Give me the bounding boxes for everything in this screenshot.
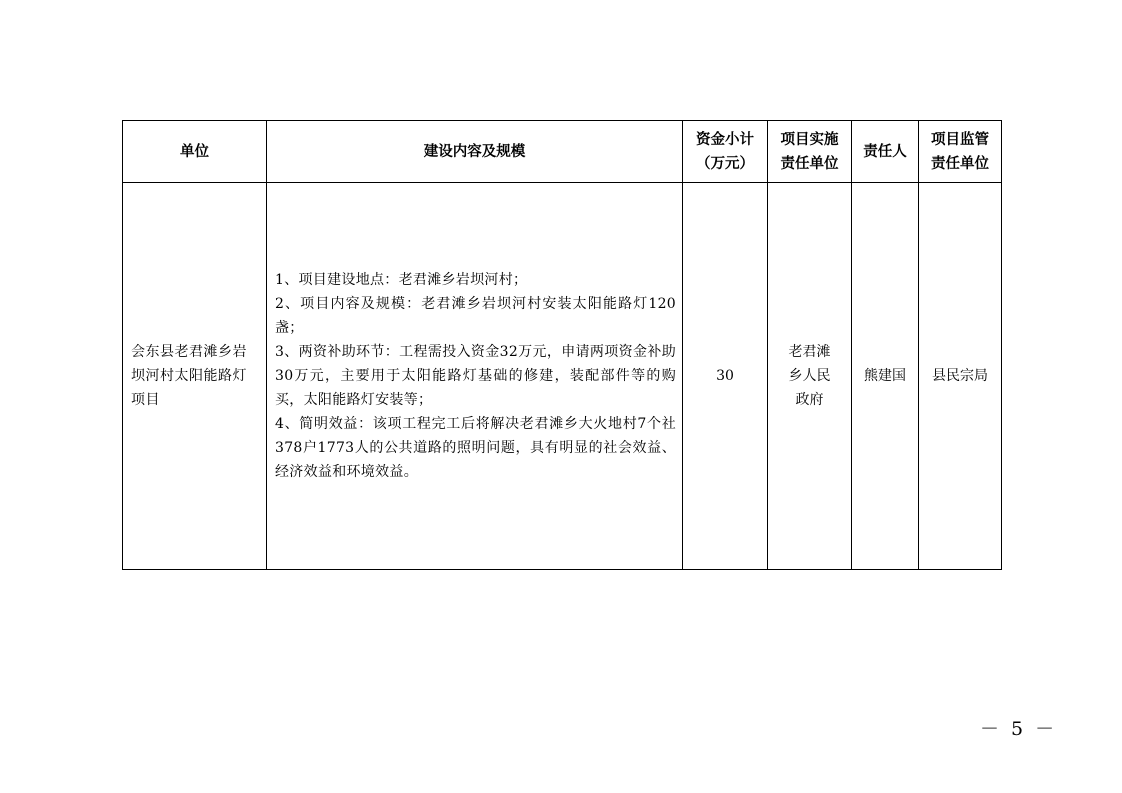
header-person-label: 责任人 (863, 142, 907, 160)
header-fund-line1: 资金小计 (696, 130, 754, 148)
header-supervise-unit (919, 121, 1002, 183)
cell-person (852, 183, 919, 570)
cell-fund (683, 183, 768, 570)
page-number: － 5 － (980, 718, 1058, 740)
header-content (267, 121, 683, 183)
header-supervise-line1: 项目监管 (931, 130, 989, 148)
unit-text: 会东县老君滩乡岩坝河村太阳能路灯项目 (131, 344, 247, 408)
header-unit (123, 121, 267, 183)
header-person (852, 121, 919, 183)
cell-content (267, 183, 683, 570)
header-impl-unit (768, 121, 852, 183)
header-impl-line2: 责任单位 (780, 154, 839, 172)
header-fund-line2: （万元） (696, 154, 754, 172)
cell-unit (123, 183, 267, 570)
content-line-4: 4、简明效益：该项工程完工后将解决老君滩乡大火地村7个社378户1773人的公共道路的照明问题，具有明显的社会效益、经济效益和环境效益。 (275, 416, 676, 480)
table-header-row (123, 121, 1002, 183)
fund-value: 30 (716, 368, 734, 384)
content-line-3: 3、两资补助环节：工程需投入资金32万元，申请两项资金补助30万元，主要用于太阳能路灯基础的修建，装配部件等的购买，太阳能路灯安装等； (275, 344, 676, 408)
table-row (123, 183, 1002, 570)
project-table (122, 120, 1002, 570)
header-fund (683, 121, 768, 183)
content-line-1: 1、项目建设地点：老君滩乡岩坝河村； (275, 272, 528, 288)
impl-unit-text: 老君滩乡人民政府 (788, 344, 831, 408)
content-line-2: 2、项目内容及规模：老君滩乡岩坝河村安装太阳能路灯120盏； (275, 296, 676, 336)
header-unit-label: 单位 (180, 142, 209, 160)
header-content-label: 建设内容及规模 (423, 142, 526, 160)
cell-supervise-unit (919, 183, 1002, 570)
cell-impl-unit (768, 183, 852, 570)
person-text: 熊建国 (864, 368, 906, 384)
header-impl-line1: 项目实施 (780, 130, 839, 148)
supervise-unit-text: 县民宗局 (932, 368, 988, 384)
header-supervise-line2: 责任单位 (931, 154, 989, 172)
